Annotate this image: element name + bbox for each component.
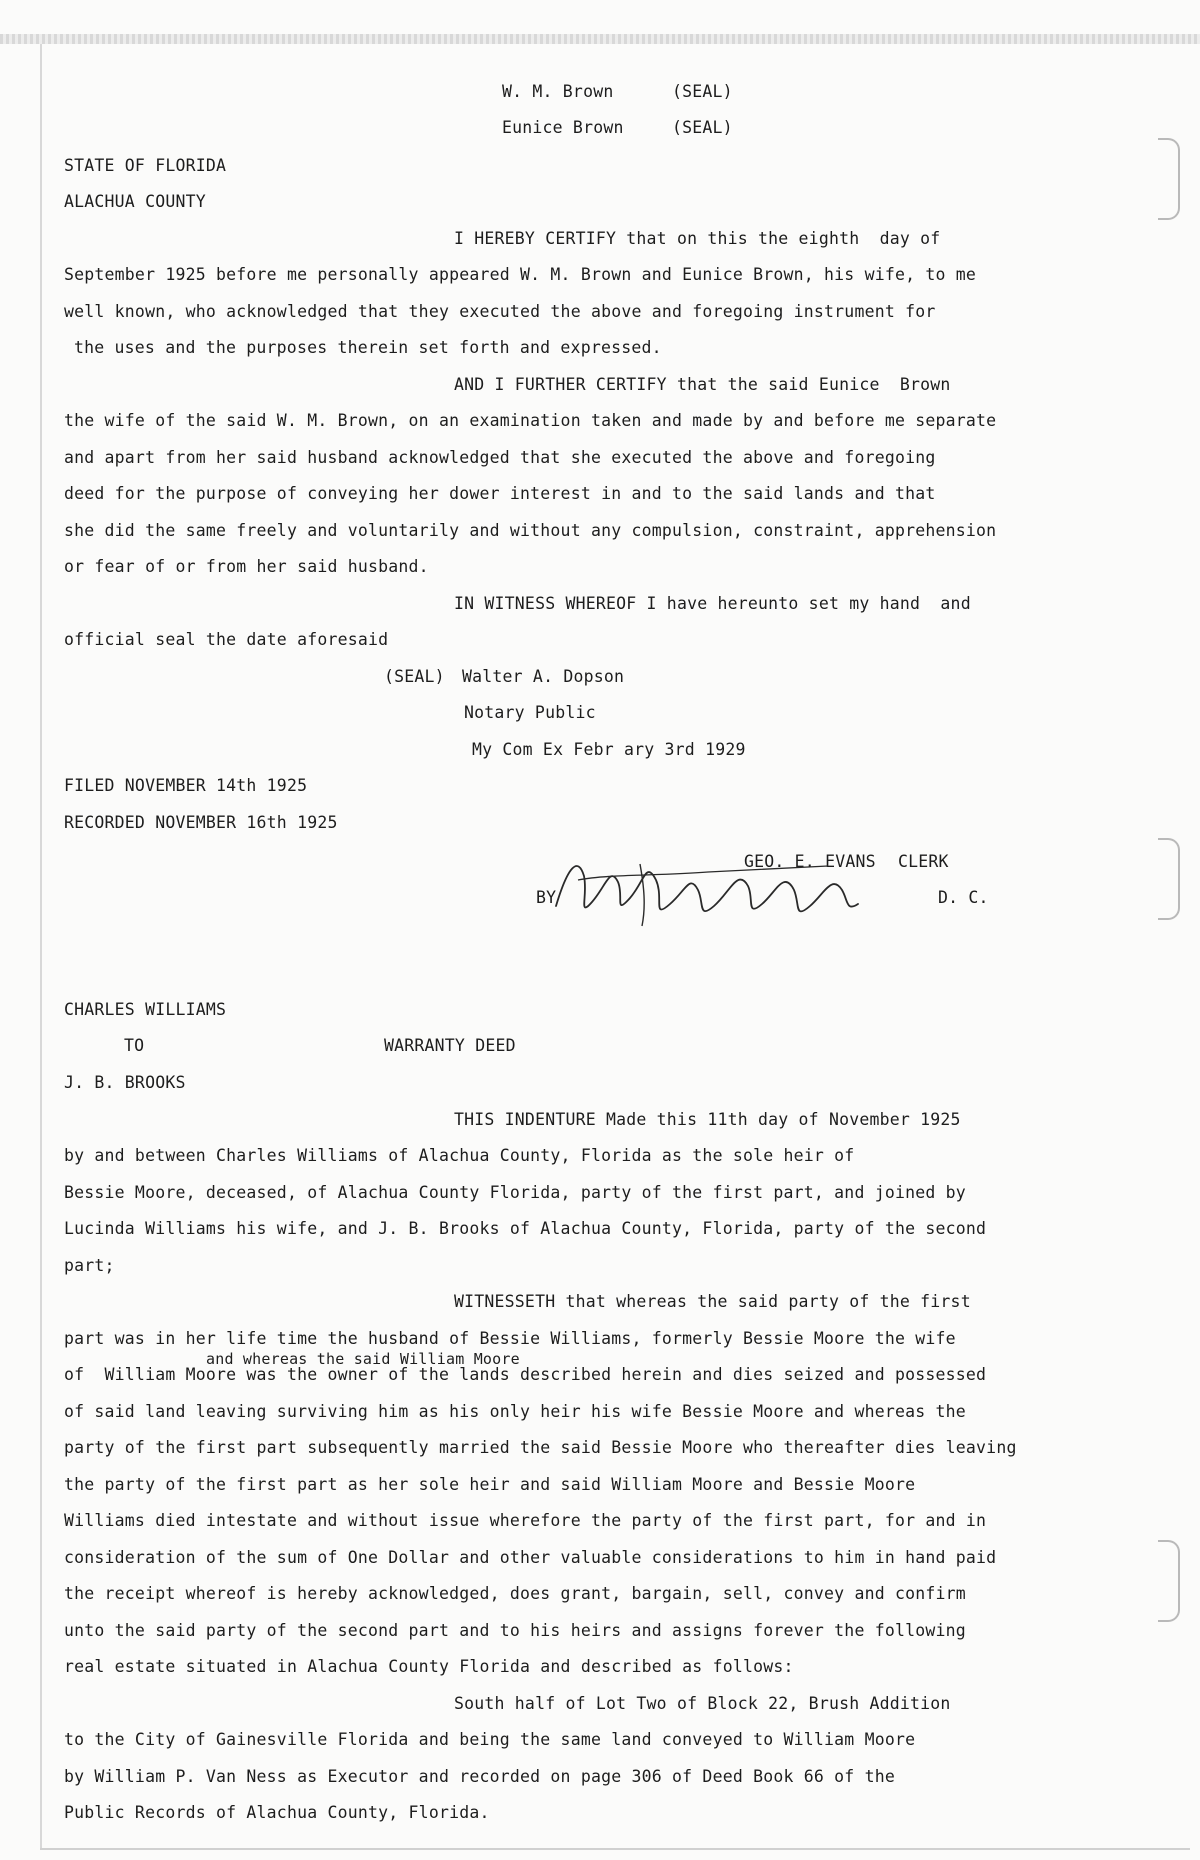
indenture-line: the party of the first part as her sole heir and said William Moore and Bessie Moore [64,1475,916,1494]
indenture-line: THIS INDENTURE Made this 11th day of November 1925 [454,1110,961,1129]
indenture-line: Public Records of Alachua County, Florida. [64,1803,490,1822]
indenture-line: South half of Lot Two of Block 22, Brush Addition [454,1694,951,1713]
deed-to: TO [124,1036,145,1055]
indenture-line: of William Moore was the owner of the lands described herein and dies seized and possessed [64,1365,987,1384]
clerk-name: GEO. E. EVANS [744,852,876,871]
certificate-line: she did the same freely and voluntarily and without any compulsion, constraint, apprehension [64,521,997,540]
certificate-line: AND I FURTHER CERTIFY that the said Eunice Brown [454,375,951,394]
filed-date: FILED NOVEMBER 14th 1925 [64,776,308,795]
binder-hole-2 [1158,838,1180,920]
binder-hole-3 [1158,1540,1180,1622]
grantor-1-signature: W. M. Brown [502,82,614,101]
certificate-line: I HEREBY CERTIFY that on this the eighth day of [454,229,941,248]
deputy-clerk-label: D. C. [938,888,989,907]
indenture-interlineation: and whereas the said William Moore [206,1350,520,1368]
venue-county: ALACHUA COUNTY [64,192,206,211]
certificate-line: official seal the date aforesaid [64,630,389,649]
indenture-line: Lucinda Williams his wife, and J. B. Brooks of Alachua County, Florida, party of the second [64,1219,987,1238]
page-bottom-margin-line [40,1848,1190,1850]
indenture-line: by William P. Van Ness as Executor and recorded on page 306 of Deed Book 66 of the [64,1767,895,1786]
indenture-line: WITNESSETH that whereas the said party of the first [454,1292,971,1311]
scan-top-band [0,34,1200,44]
deed-type: WARRANTY DEED [384,1036,516,1055]
certificate-line: the uses and the purposes therein set forth and expressed. [74,338,662,357]
indenture-line: unto the said party of the second part and to his heirs and assigns forever the following [64,1621,966,1640]
deed-grantor: CHARLES WILLIAMS [64,1000,227,1019]
notary-title: Notary Public [464,703,596,722]
indenture-line: part; [64,1256,115,1275]
notary-seal: (SEAL) [384,667,445,686]
certificate-line: and apart from her said husband acknowledged that she executed the above and foregoing [64,448,936,467]
grantor-2-seal: (SEAL) [672,118,733,137]
indenture-line: part was in her life time the husband of Bessie Williams, formerly Bessie Moore the wife [64,1329,956,1348]
recorded-date: RECORDED NOVEMBER 16th 1925 [64,813,338,832]
certificate-line: or fear of or from her said husband. [64,557,429,576]
certificate-line: deed for the purpose of conveying her dower interest in and to the said lands and that [64,484,936,503]
indenture-line: consideration of the sum of One Dollar and other valuable considerations to him in hand paid [64,1548,997,1567]
indenture-line: the receipt whereof is hereby acknowledged, does grant, bargain, sell, convey and confirm [64,1584,966,1603]
certificate-line: well known, who acknowledged that they executed the above and foregoing instrument for [64,302,936,321]
indenture-line: Bessie Moore, deceased, of Alachua County Florida, party of the first part, and joined by [64,1183,966,1202]
indenture-line: Williams died intestate and without issue wherefore the party of the first part, for and in [64,1511,987,1530]
venue-state: STATE OF FLORIDA [64,156,227,175]
deputy-clerk-signature [548,846,868,930]
indenture-line: of said land leaving surviving him as his only heir his wife Bessie Moore and whereas the [64,1402,966,1421]
binder-hole-1 [1158,138,1180,220]
indenture-line: party of the first part subsequently married the said Bessie Moore who thereafter dies leaving [64,1438,1017,1457]
indenture-line: by and between Charles Williams of Alachua County, Florida as the sole heir of [64,1146,855,1165]
indenture-line: to the City of Gainesville Florida and being the same land conveyed to William Moore [64,1730,916,1749]
clerk-by-label: BY [536,888,557,907]
certificate-line: IN WITNESS WHEREOF I have hereunto set my hand and [454,594,971,613]
certificate-line: September 1925 before me personally appeared W. M. Brown and Eunice Brown, his wife, to me [64,265,977,284]
indenture-line: real estate situated in Alachua County Florida and described as follows: [64,1657,794,1676]
deed-grantee: J. B. BROOKS [64,1073,186,1092]
certificate-line: the wife of the said W. M. Brown, on an examination taken and made by and before me separate [64,411,997,430]
grantor-2-signature: Eunice Brown [502,118,624,137]
notary-commission: My Com Ex Febr ary 3rd 1929 [472,740,746,759]
grantor-1-seal: (SEAL) [672,82,733,101]
notary-name: Walter A. Dopson [462,667,625,686]
page-left-margin-line [40,44,42,1849]
clerk-title: CLERK [898,852,949,871]
